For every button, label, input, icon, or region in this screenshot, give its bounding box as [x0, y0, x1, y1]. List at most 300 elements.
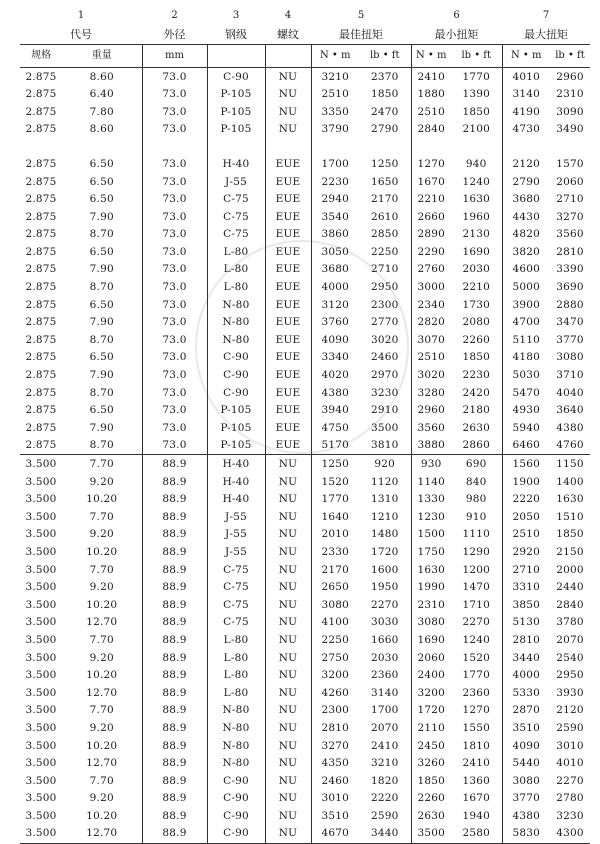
- max-nm-cell: 2790: [502, 173, 550, 191]
- optimal-lbft-cell: 2270: [370, 598, 399, 611]
- min-nm-cell: 1690: [411, 631, 451, 649]
- weight-cell: 7.90: [89, 316, 114, 329]
- optimal-lbft-cell: 1480: [370, 528, 399, 541]
- min-nm-cell: 1500: [411, 526, 451, 544]
- spec-cell: 3.500: [25, 493, 57, 506]
- steel-grade-cell: P-105: [207, 437, 265, 455]
- max-nm-cell: 2870: [502, 702, 550, 720]
- max-nm-cell: 3440: [502, 649, 550, 667]
- unit-mm: mm: [142, 45, 207, 68]
- max-nm-cell: 5470: [502, 384, 550, 402]
- table-row: [20, 121, 590, 139]
- column-number-row: [20, 6, 590, 25]
- table-row: [20, 755, 590, 773]
- min-nm-cell: 1270: [411, 155, 451, 173]
- outer-diameter-cell: 88.9: [142, 807, 207, 825]
- table-row: [20, 579, 590, 597]
- steel-grade-cell: N-80: [207, 702, 265, 720]
- spec-cell: 3.500: [25, 563, 57, 576]
- min-nm-cell: 3280: [411, 384, 451, 402]
- thread-cell: EUE: [265, 419, 311, 437]
- weight-cell: 10.20: [86, 598, 118, 611]
- thread-cell: EUE: [265, 173, 311, 191]
- max-lbft-cell: 3930: [556, 686, 584, 699]
- min-nm-cell: 2840: [411, 121, 451, 139]
- steel-grade-cell: J-55: [207, 173, 265, 191]
- min-nm-cell: 3000: [411, 279, 451, 297]
- optimal-nm-cell: 3210: [311, 68, 359, 86]
- outer-diameter-cell: 73.0: [142, 243, 207, 261]
- optimal-nm-cell: 3200: [311, 667, 359, 685]
- min-lbft-cell: 1360: [462, 774, 491, 787]
- optimal-nm-cell: 4090: [311, 331, 359, 349]
- max-lbft-cell: 4010: [556, 757, 584, 770]
- outer-diameter-cell: 88.9: [142, 790, 207, 808]
- col-number-5: 5: [357, 9, 365, 21]
- header-outer-diameter: 外径: [142, 25, 207, 45]
- max-lbft-cell: 2590: [556, 721, 584, 734]
- steel-grade-cell: N-80: [207, 296, 265, 314]
- optimal-lbft-cell: 1850: [370, 88, 399, 101]
- optimal-nm-cell: 2010: [311, 526, 359, 544]
- spec-cell: 3.500: [25, 475, 57, 488]
- max-lbft-cell: 1850: [556, 528, 584, 541]
- min-nm-cell: 1630: [411, 561, 451, 579]
- min-lbft-cell: 910: [465, 510, 487, 523]
- min-nm-cell: 2260: [411, 790, 451, 808]
- max-nm-cell: 4430: [502, 208, 550, 226]
- outer-diameter-cell: 73.0: [142, 331, 207, 349]
- max-lbft-cell: 4760: [556, 439, 584, 452]
- thread-cell: EUE: [265, 261, 311, 279]
- optimal-nm-cell: 2750: [311, 649, 359, 667]
- header-code: 代号: [20, 25, 142, 45]
- optimal-lbft-cell: 2950: [370, 281, 399, 294]
- max-nm-cell: 2220: [502, 491, 550, 509]
- table-row: [20, 614, 590, 632]
- spec-cell: 3.500: [25, 809, 57, 822]
- optimal-lbft-cell: 2370: [370, 70, 399, 83]
- min-nm-cell: 2410: [411, 68, 451, 86]
- max-lbft-cell: 2440: [556, 581, 584, 594]
- header-weight: 重量: [62, 45, 142, 68]
- optimal-nm-cell: 3050: [311, 243, 359, 261]
- steel-grade-cell: N-80: [207, 737, 265, 755]
- min-lbft-cell: 1110: [462, 528, 491, 541]
- unit-min-nm: N • m: [411, 45, 451, 68]
- steel-grade-cell: L-80: [207, 243, 265, 261]
- optimal-nm-cell: 4100: [311, 614, 359, 632]
- header-thread: 螺纹: [265, 25, 311, 45]
- min-nm-cell: 3200: [411, 684, 451, 702]
- max-lbft-cell: 3090: [556, 105, 584, 118]
- table-row: [20, 367, 590, 385]
- optimal-lbft-cell: 2460: [370, 351, 399, 364]
- thread-cell: EUE: [265, 279, 311, 297]
- outer-diameter-cell: 73.0: [142, 314, 207, 332]
- weight-cell: 10.20: [86, 669, 118, 682]
- thread-cell: NU: [265, 86, 311, 104]
- thread-cell: NU: [265, 825, 311, 843]
- weight-cell: 10.20: [86, 545, 118, 558]
- thread-cell: NU: [265, 755, 311, 773]
- table-row: [20, 208, 590, 226]
- optimal-nm-cell: 2250: [311, 631, 359, 649]
- spec-cell: 2.875: [25, 228, 57, 241]
- table-row: [20, 790, 590, 808]
- thread-cell: EUE: [265, 226, 311, 244]
- max-nm-cell: 1900: [502, 473, 550, 491]
- min-lbft-cell: 1470: [462, 581, 491, 594]
- table-row: [20, 596, 590, 614]
- optimal-nm-cell: 4670: [311, 825, 359, 843]
- spec-cell: 2.875: [25, 245, 57, 258]
- thread-cell: NU: [265, 543, 311, 561]
- spec-cell: 3.500: [25, 581, 57, 594]
- max-lbft-cell: 2120: [556, 704, 584, 717]
- optimal-nm-cell: 3940: [311, 402, 359, 420]
- weight-cell: 7.90: [89, 369, 114, 382]
- max-nm-cell: 4190: [502, 103, 550, 121]
- outer-diameter-cell: 88.9: [142, 755, 207, 773]
- optimal-nm-cell: 2650: [311, 579, 359, 597]
- optimal-lbft-cell: 1120: [370, 475, 399, 488]
- min-lbft-cell: 1240: [462, 633, 491, 646]
- min-lbft-cell: 1390: [462, 88, 491, 101]
- spec-cell: 2.875: [25, 281, 57, 294]
- max-lbft-cell: 2310: [556, 88, 584, 101]
- spec-cell: 3.500: [25, 545, 57, 558]
- spec-cell: 2.875: [25, 333, 57, 346]
- optimal-nm-cell: 3270: [311, 737, 359, 755]
- optimal-lbft-cell: 1600: [370, 563, 399, 576]
- steel-grade-cell: C-75: [207, 596, 265, 614]
- max-nm-cell: 4000: [502, 667, 550, 685]
- optimal-nm-cell: 3510: [311, 807, 359, 825]
- optimal-lbft-cell: 1310: [370, 493, 399, 506]
- outer-diameter-cell: 88.9: [142, 737, 207, 755]
- outer-diameter-cell: 73.0: [142, 279, 207, 297]
- optimal-nm-cell: 3120: [311, 296, 359, 314]
- optimal-lbft-cell: 1700: [370, 704, 399, 717]
- weight-cell: 8.70: [89, 228, 114, 241]
- spec-cell: 3.500: [25, 757, 57, 770]
- max-lbft-cell: 3690: [556, 281, 584, 294]
- max-nm-cell: 4930: [502, 402, 550, 420]
- optimal-lbft-cell: 1950: [370, 581, 399, 594]
- min-nm-cell: 1990: [411, 579, 451, 597]
- steel-grade-cell: L-80: [207, 261, 265, 279]
- optimal-lbft-cell: 2410: [370, 739, 399, 752]
- max-lbft-cell: 1570: [556, 157, 584, 170]
- table-row: [20, 684, 590, 702]
- min-nm-cell: 1750: [411, 543, 451, 561]
- min-lbft-cell: 2860: [462, 439, 491, 452]
- optimal-nm-cell: 4000: [311, 279, 359, 297]
- spec-cell: 2.875: [25, 263, 57, 276]
- max-lbft-cell: 2880: [556, 298, 584, 311]
- optimal-lbft-cell: 2250: [370, 245, 399, 258]
- max-lbft-cell: 2150: [556, 545, 584, 558]
- max-nm-cell: 2050: [502, 508, 550, 526]
- optimal-nm-cell: 1250: [311, 455, 359, 473]
- min-lbft-cell: 1850: [462, 351, 491, 364]
- weight-cell: 7.70: [62, 455, 142, 473]
- outer-diameter-cell: 88.9: [142, 649, 207, 667]
- outer-diameter-cell: 88.9: [142, 702, 207, 720]
- thread-cell: NU: [265, 737, 311, 755]
- spec-cell: 3.500: [25, 528, 57, 541]
- thread-cell: NU: [265, 508, 311, 526]
- min-lbft-cell: 1270: [462, 704, 491, 717]
- table-row: [20, 737, 590, 755]
- min-lbft-cell: 2080: [462, 316, 491, 329]
- optimal-lbft-cell: 2770: [370, 316, 399, 329]
- max-lbft-cell: 1630: [556, 493, 584, 506]
- table-row: [20, 772, 590, 790]
- steel-grade-cell: H-40: [207, 455, 265, 473]
- optimal-lbft-cell: 2070: [370, 721, 399, 734]
- steel-grade-cell: P-105: [207, 402, 265, 420]
- optimal-lbft-cell: 3500: [370, 421, 399, 434]
- optimal-nm-cell: 2230: [311, 173, 359, 191]
- min-nm-cell: 2890: [411, 226, 451, 244]
- weight-cell: 10.20: [86, 493, 118, 506]
- min-nm-cell: 3500: [411, 825, 451, 843]
- optimal-lbft-cell: 1660: [370, 633, 399, 646]
- spec-cell: 2.875: [25, 70, 57, 83]
- max-nm-cell: 2710: [502, 561, 550, 579]
- min-nm-cell: 3080: [411, 614, 451, 632]
- min-lbft-cell: 1770: [462, 669, 491, 682]
- weight-cell: 9.20: [89, 721, 114, 734]
- max-lbft-cell: 3080: [556, 351, 584, 364]
- steel-grade-cell: C-75: [207, 579, 265, 597]
- max-lbft-cell: 3270: [556, 210, 584, 223]
- optimal-nm-cell: 1520: [311, 473, 359, 491]
- max-nm-cell: 3080: [502, 772, 550, 790]
- max-lbft-cell: 4300: [550, 825, 590, 843]
- optimal-lbft-cell: 2030: [370, 651, 399, 664]
- min-nm-cell: 2340: [411, 296, 451, 314]
- steel-grade-cell: H-40: [207, 155, 265, 173]
- max-lbft-cell: 2000: [556, 563, 584, 576]
- outer-diameter-cell: 88.9: [142, 579, 207, 597]
- thread-cell: NU: [265, 631, 311, 649]
- steel-grade-cell: L-80: [207, 279, 265, 297]
- col-number-3: 3: [232, 9, 240, 21]
- max-lbft-cell: 2950: [556, 669, 584, 682]
- min-lbft-cell: 2210: [462, 281, 491, 294]
- steel-grade-cell: L-80: [207, 631, 265, 649]
- column-title-row: [20, 25, 590, 45]
- table-row: [20, 491, 590, 509]
- max-nm-cell: 5940: [502, 419, 550, 437]
- min-nm-cell: 2960: [411, 402, 451, 420]
- header-optimal-torque: 最佳扭矩: [311, 25, 411, 45]
- max-lbft-cell: 3560: [556, 228, 584, 241]
- spec-cell: 2.875: [25, 316, 57, 329]
- min-lbft-cell: 1940: [462, 809, 491, 822]
- optimal-lbft-cell: 2470: [370, 105, 399, 118]
- table-row: [20, 508, 590, 526]
- spec-cell: 2.875: [25, 88, 57, 101]
- header-max-torque: 最大扭矩: [502, 25, 590, 45]
- thread-cell: EUE: [265, 208, 311, 226]
- min-nm-cell: 2450: [411, 737, 451, 755]
- weight-cell: 7.90: [89, 421, 114, 434]
- spec-cell: 2.875: [25, 351, 57, 364]
- optimal-nm-cell: 1700: [311, 155, 359, 173]
- min-nm-cell: 1140: [411, 473, 451, 491]
- optimal-lbft-cell: 3230: [370, 386, 399, 399]
- spec-cell: 2.875: [25, 386, 57, 399]
- optimal-nm-cell: 4350: [311, 755, 359, 773]
- max-nm-cell: 4700: [502, 314, 550, 332]
- spec-cell: 3.500: [25, 598, 57, 611]
- optimal-nm-cell: 3540: [311, 208, 359, 226]
- optimal-nm-cell: 2510: [311, 86, 359, 104]
- thread-cell: EUE: [265, 437, 311, 455]
- steel-grade-cell: C-75: [207, 561, 265, 579]
- steel-grade-cell: P-105: [207, 419, 265, 437]
- outer-diameter-cell: 73.0: [142, 349, 207, 367]
- outer-diameter-cell: 88.9: [142, 473, 207, 491]
- spacer-row: [20, 138, 590, 155]
- outer-diameter-cell: 73.0: [142, 208, 207, 226]
- max-lbft-cell: 4380: [556, 421, 584, 434]
- spec-cell: 3.500: [25, 792, 57, 805]
- min-nm-cell: 2310: [411, 596, 451, 614]
- max-nm-cell: 3510: [502, 719, 550, 737]
- weight-cell: 6.50: [89, 193, 114, 206]
- spec-cell: 2.875: [25, 123, 57, 136]
- thread-cell: NU: [265, 561, 311, 579]
- max-nm-cell: 2920: [502, 543, 550, 561]
- table-row: [20, 419, 590, 437]
- thread-cell: NU: [265, 667, 311, 685]
- min-nm-cell: 1230: [411, 508, 451, 526]
- thread-cell: NU: [265, 614, 311, 632]
- outer-diameter-cell: 73.0: [142, 261, 207, 279]
- steel-grade-cell: L-80: [207, 667, 265, 685]
- weight-cell: 12.70: [86, 616, 118, 629]
- steel-grade-cell: J-55: [207, 526, 265, 544]
- table-row: [20, 631, 590, 649]
- spec-cell: 2.875: [25, 210, 57, 223]
- thread-cell: EUE: [265, 314, 311, 332]
- weight-cell: 8.60: [89, 123, 114, 136]
- outer-diameter-cell: 73.0: [142, 68, 207, 86]
- thread-cell: NU: [265, 596, 311, 614]
- thread-cell: NU: [265, 526, 311, 544]
- max-nm-cell: 4090: [502, 737, 550, 755]
- steel-grade-cell: N-80: [207, 755, 265, 773]
- max-lbft-cell: 2780: [556, 792, 584, 805]
- table-row: [20, 807, 590, 825]
- unit-optimal-lbft: lb • ft: [359, 45, 411, 68]
- spec-cell: 3.500: [25, 669, 57, 682]
- weight-cell: 6.50: [89, 245, 114, 258]
- thread-cell: EUE: [265, 155, 311, 173]
- thread-cell: NU: [265, 473, 311, 491]
- min-nm-cell: 2400: [411, 667, 451, 685]
- weight-cell: 9.20: [89, 792, 114, 805]
- min-nm-cell: 2660: [411, 208, 451, 226]
- table-row: [20, 191, 590, 209]
- min-lbft-cell: 1200: [462, 563, 491, 576]
- thread-cell: NU: [265, 491, 311, 509]
- table-row: [20, 702, 590, 720]
- optimal-nm-cell: 5170: [311, 437, 359, 455]
- outer-diameter-cell: 88.9: [142, 631, 207, 649]
- steel-grade-cell: H-40: [207, 491, 265, 509]
- unit-blank-thread: [265, 45, 311, 68]
- spec-cell: 2.875: [25, 175, 57, 188]
- min-lbft-cell: 2230: [462, 369, 491, 382]
- weight-cell: 8.70: [89, 333, 114, 346]
- table-row: [20, 543, 590, 561]
- optimal-lbft-cell: 3030: [370, 616, 399, 629]
- min-nm-cell: 2290: [411, 243, 451, 261]
- thread-cell: NU: [265, 579, 311, 597]
- spec-cell: 2.875: [25, 105, 57, 118]
- weight-cell: 8.70: [89, 386, 114, 399]
- weight-cell: 12.70: [86, 757, 118, 770]
- steel-grade-cell: H-40: [207, 473, 265, 491]
- min-lbft-cell: 1850: [462, 105, 491, 118]
- outer-diameter-cell: 88.9: [142, 614, 207, 632]
- min-nm-cell: 3020: [411, 367, 451, 385]
- steel-grade-cell: C-75: [207, 208, 265, 226]
- max-lbft-cell: 1150: [550, 455, 590, 473]
- spec-cell: 2.875: [25, 193, 57, 206]
- max-nm-cell: 5000: [502, 279, 550, 297]
- thread-cell: EUE: [265, 402, 311, 420]
- steel-grade-cell: N-80: [207, 331, 265, 349]
- min-lbft-cell: 1690: [462, 245, 491, 258]
- optimal-nm-cell: 3080: [311, 596, 359, 614]
- weight-cell: 9.20: [89, 528, 114, 541]
- optimal-lbft-cell: 2170: [370, 193, 399, 206]
- outer-diameter-cell: 88.9: [142, 772, 207, 790]
- spec-cell: 3.500: [25, 721, 57, 734]
- optimal-nm-cell: 2940: [311, 191, 359, 209]
- max-lbft-cell: 2060: [556, 175, 584, 188]
- min-lbft-cell: 2420: [462, 386, 491, 399]
- spec-cell: 2.875: [25, 369, 57, 382]
- weight-cell: 9.20: [89, 581, 114, 594]
- max-nm-cell: 3140: [502, 86, 550, 104]
- weight-cell: 12.70: [86, 686, 118, 699]
- max-lbft-cell: 2810: [556, 245, 584, 258]
- col-number-6: 6: [453, 9, 460, 21]
- outer-diameter-cell: 73.0: [142, 367, 207, 385]
- table-row: [20, 155, 590, 173]
- spec-cell: 3.500: [25, 686, 57, 699]
- weight-cell: 10.20: [86, 739, 118, 752]
- min-nm-cell: 3260: [411, 755, 451, 773]
- max-nm-cell: 4380: [502, 807, 550, 825]
- thread-cell: NU: [265, 702, 311, 720]
- optimal-lbft-cell: 2970: [370, 369, 399, 382]
- optimal-lbft-cell: 1210: [370, 510, 399, 523]
- table-row: [20, 226, 590, 244]
- outer-diameter-cell: 88.9: [142, 526, 207, 544]
- min-lbft-cell: 1710: [462, 598, 491, 611]
- outer-diameter-cell: 88.9: [142, 719, 207, 737]
- min-nm-cell: 2630: [411, 807, 451, 825]
